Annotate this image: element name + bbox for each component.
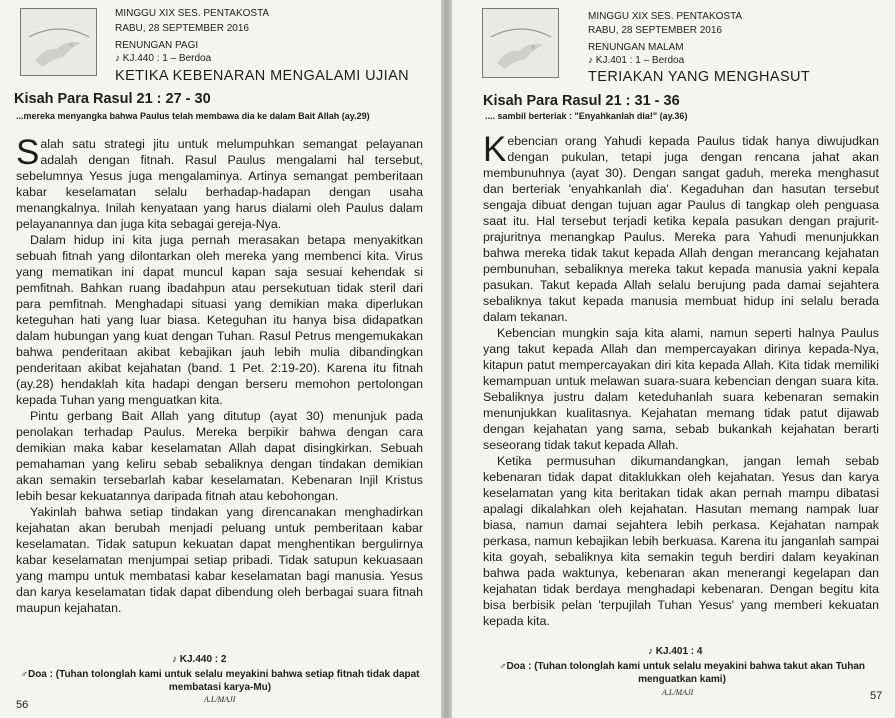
- paragraph: Yakinlah bahwa setiap tindakan yang direncanakan menghadirkan kejahatan akan berubah menjadi peluang untuk pemberitaan kabar keselamatan. Tidak satupun kekuatan dapat menghentikan bergulirnya kabar keselamatan menjumpai setiap pribadi. Tidak satupun kekuasaan yang mampu untuk membatasi kabar keselamatan bagi manusia. Yesus dan karya keselamatan tidak dapat dibendung oleh berbagai suara fitnah maupun kejahatan.: [16, 505, 423, 615]
- date-label: RABU, 28 SEPTEMBER 2016: [115, 23, 249, 34]
- week-label: MINGGU XIX SES. PENTAKOSTA: [115, 8, 270, 19]
- opening-hymn: ♪ KJ.401 : 1 – Berdoa: [588, 55, 685, 66]
- page-number: 57: [870, 690, 883, 702]
- opening-hymn: ♪ KJ.440 : 1 – Berdoa: [115, 53, 212, 64]
- author-signature: A.L/MAJI: [204, 695, 236, 704]
- book-gutter: [441, 0, 452, 718]
- session-label: RENUNGAN PAGI: [115, 40, 199, 51]
- closing-hymn: ♪ KJ.401 : 4: [648, 646, 703, 657]
- session-label: RENUNGAN MALAM: [588, 42, 684, 53]
- date-label: RABU, 28 SEPTEMBER 2016: [588, 25, 722, 36]
- church-logo-image: [20, 8, 97, 76]
- prayer-text: ♂Doa : (Tuhan tolonglah kami untuk selalu meyakini bahwa takut akan Tuhan menguatkan kami): [498, 661, 866, 685]
- right-page: [452, 0, 895, 718]
- devotion-body: [483, 130, 879, 629]
- prayer-text: ♂Doa : (Tuhan tolonglah kami untuk selalu meyakini bahwa setiap fitnah tidak dapat membatasi karya-Mu): [20, 669, 420, 693]
- church-logo-image: [482, 8, 559, 78]
- paragraph: Ketika permusuhan dikumandangkan, jangan lemah sebab kebenaran tidak dapat ditaklukkan oleh kejahatan. Yesus dan karya keselamatan yang kita beritakan tidak akan pernah mampu dibatasi apalagi dikalahkan oleh kejahatan. Hasutan memang nampak luar biasa, namun damai sejahtera lebih perkasa. Kejahatan nampak perkasa, namun kebajikan lebih berkuasa. Karena itu janganlah sampai kita goyah, sebaliknya kita semakin teguh berdiri dalam keyakinan bahwa pada waktunya, kebenaran akan menerangi kegelapan dan kejahatan tidak berdaya menghadapi kebenaran. Dengan begitu kita bisa berbisik pelan 'terpujilah Tuhan Yesus' yang memberi kekuatan kepada kita.: [483, 454, 879, 628]
- devotion-title: KETIKA KEBENARAN MENGALAMI UJIAN: [115, 68, 410, 84]
- key-verse: ...mereka menyangka bahwa Paulus telah membawa dia ke dalam Bait Allah (ay.29): [16, 111, 370, 121]
- author-signature: A.L/MAJI: [662, 688, 694, 697]
- dove-logo-icon: [21, 9, 96, 75]
- left-page: [0, 0, 441, 718]
- key-verse: .... sambil berteriak : "Enyahkanlah dia!" (ay.36): [485, 111, 688, 121]
- paragraph-text: alah satu strategi jitu untuk melumpuhkan semangat pelayanan adalah dengan fitnah. Rasul Paulus mengalami hal tersebut, sebelumnya Yesus juga mengalaminya. Artinya semangat pemberitaan kabar keselamatan selalu berhadap-hadapan dengan usaha menangkalnya. Inilah kenyataan yang harus dialami oleh Paulus dalam pelayanannya dan juga kita sebagai gereja-Nya.: [16, 137, 423, 231]
- paragraph: [16, 133, 423, 232]
- drop-cap: K: [483, 130, 507, 169]
- drop-cap: S: [16, 133, 40, 172]
- week-label: MINGGU XIX SES. PENTAKOSTA: [588, 11, 743, 22]
- paragraph: Pintu gerbang Bait Allah yang ditutup (ayat 30) menunjuk pada penolakan terhadap Paulus. Mereka berpikir bahwa dengan cara demikian maka kabar keselamatan Allah dapat disingkirkan. Sebuah pemahaman yang keliru sebab sebaliknya dengan tindakan demikian akan semakin tersebarlah kabar keselamatan. Kebenaran Injil Kristus lebih besar kekuatannya daripada fitnah atau kebohongan.: [16, 409, 423, 503]
- paragraph: Kebencian mungkin saja kita alami, namun seperti halnya Paulus yang takut kepada Allah dan mempercayakan dirinya kepada-Nya, kitapun patut mempercayakan diri kita kepada Allah. Kita tidak memiliki kemampuan untuk melawan suara-suara kebencian dengan suara kita. Sebaliknya justru dalam keteduhanlah suara kebenaran semakin menunjukkan kualitasnya. Kejahatan memang tidak patut dijawab dengan kejahatan yang sama, sebab bukankah kejahatan berarti seseorang tidak takut kepada Allah.: [483, 326, 879, 452]
- paragraph: Dalam hidup ini kita juga pernah merasakan betapa menyakitkan sebuah fitnah yang dilontarkan oleh mereka yang membenci kita. Virus yang mematikan ini dapat muncul kapan saja sesuai kehendak si pemfitnah. Bahkan ruang ibadahpun atau persekutuan tidak steril dari para pemfitnah. Menghadapi situasi yang demikian maka diperlukan keteguhan hati yang luar biasa. Keteguhan itu hanya bisa didapatkan dalam hubungan yang kuat dengan Tuhan. Rasul Petrus mengemukakan bahwa penderitaan akibat kebajikan jauh lebih mulia dibandingkan penderitaan akibat kejahatan (band. 1 Pet. 2:19-20). Karena itu fitnah (ay.28) hendaklah kita hadapi dengan berseru memohon pertolongan kepada Tuhan yang menguatkan kita.: [16, 233, 423, 407]
- paragraph-text: ebencian orang Yahudi kepada Paulus tidak hanya diwujudkan dengan pukulan, tetapi juga dengan rencana jahat akan membunuhnya (ayat 30). Dengan sangat gaduh, mereka menghasut dan berteriak 'enyahkanlah dia'. Kegaduhan dan hasutan tersebut sengaja dibuat dengan tujuan agar Paulus di tangkap oleh penguasa saat itu. Hal tersebut terjadi ketika kepala pasukan dengan prajurit-prajuritnya menangkap Paulus. Mereka para Yahudi menunjukkan bahwa mereka tidak takut kepada Allah dengan merancang kejahatan pembunuhan, sebaliknya mereka takut kepada manusia yakni kepala pasukan. Takut kepada Allah selalu berujung pada damai sejahtera sebaliknya takut kepada manusia membuat hidup ini selalu berada dalam tekanan.: [483, 134, 879, 324]
- paragraph: [483, 130, 879, 325]
- scripture-reference: Kisah Para Rasul 21 : 27 - 30: [14, 91, 211, 107]
- devotion-body: [16, 133, 423, 616]
- devotion-title: TERIAKAN YANG MENGHASUT: [588, 69, 811, 85]
- closing-hymn: ♪ KJ.440 : 2: [172, 654, 227, 665]
- dove-logo-icon: [483, 9, 558, 77]
- scripture-reference: Kisah Para Rasul 21 : 31 - 36: [483, 93, 680, 109]
- page-number: 56: [16, 699, 29, 711]
